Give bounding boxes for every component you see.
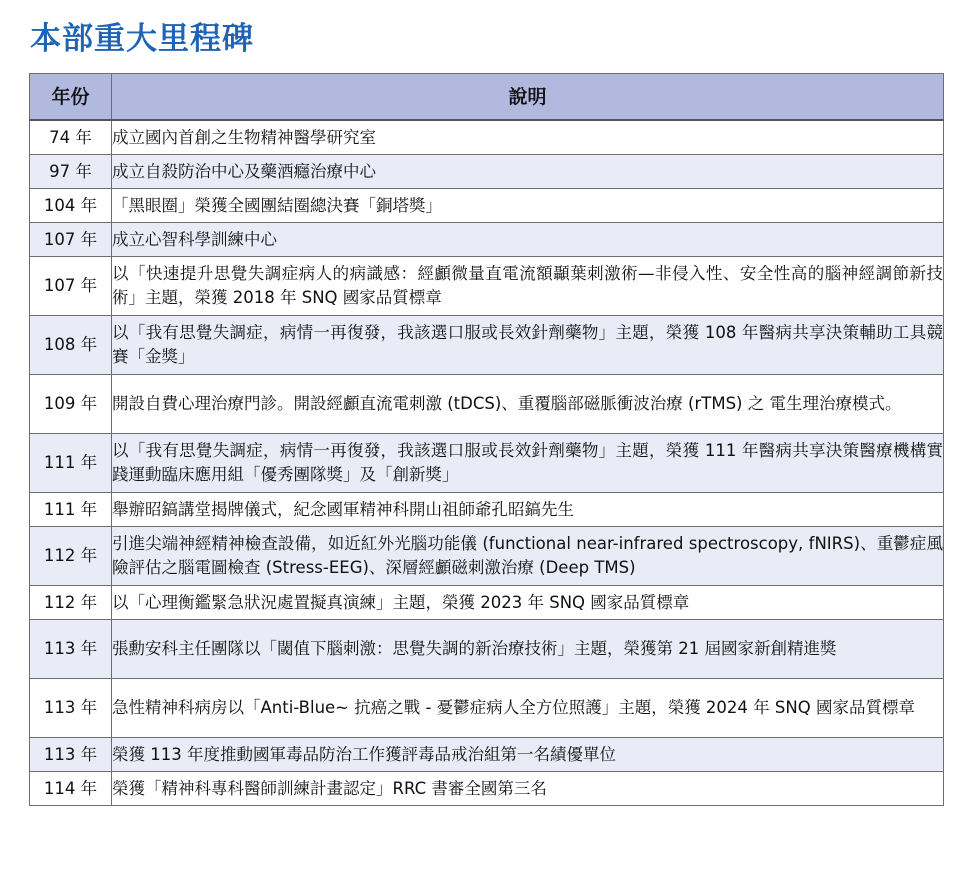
page-title: 本部重大里程碑 [30,21,254,57]
row-description: 成立國內首創之生物精神醫學研究室 [112,120,944,155]
row-description: 開設自費心理治療門診。開設經顱直流電刺激 (tDCS)、重覆腦部磁脈衝波治療 (rTMS) 之 電生理治療模式。 [112,375,944,434]
table-row [30,189,944,223]
column-header-year: 年份 [30,74,112,121]
row-description: 成立心智科學訓練中心 [112,223,944,257]
row-description: 引進尖端神經精神檢查設備，如近紅外光腦功能儀 (functional near-infrared spectroscopy, fNIRS)、重鬱症風險評估之腦電圖檢查 (Stress-EEG)、深層經顱磁刺激治療 (Deep TMS) [112,527,944,586]
table-row [30,434,944,493]
table-header-row [30,74,944,121]
row-description: 以「快速提升思覺失調症病人的病識感：經顱微量直電流額顳葉刺激術—非侵入性、安全性高的腦神經調節新技術」主題，榮獲 2018 年 SNQ 國家品質標章 [112,257,944,316]
table-row [30,772,944,806]
row-description: 舉辦昭鎬講堂揭牌儀式，紀念國軍精神科開山祖師爺孔昭鎬先生 [112,493,944,527]
row-description: 成立自殺防治中心及藥酒癮治療中心 [112,155,944,189]
row-year: 113 年 [30,738,112,772]
table-row [30,223,944,257]
table-row [30,620,944,679]
row-description: 榮獲 113 年度推動國軍毒品防治工作獲評毒品戒治組第一名績優單位 [112,738,944,772]
row-year: 114 年 [30,772,112,806]
row-description: 以「心理衡鑑緊急狀況處置擬真演練」主題，榮獲 2023 年 SNQ 國家品質標章 [112,586,944,620]
table-row [30,316,944,375]
row-year: 111 年 [30,434,112,493]
table-row [30,155,944,189]
row-year: 97 年 [30,155,112,189]
table-row [30,493,944,527]
table-row [30,527,944,586]
row-year: 108 年 [30,316,112,375]
row-description: 以「我有思覺失調症，病情一再復發，我該選口服或長效針劑藥物」主題，榮獲 111 年醫病共享決策醫療機構實踐運動臨床應用組「優秀團隊獎」及「創新獎」 [112,434,944,493]
row-year: 112 年 [30,527,112,586]
row-year: 74 年 [30,120,112,155]
row-description: 榮獲「精神科專科醫師訓練計畫認定」RRC 書審全國第三名 [112,772,944,806]
row-description: 張勳安科主任團隊以「閾值下腦刺激：思覺失調的新治療技術」主題，榮獲第 21 屆國家新創精進獎 [112,620,944,679]
row-year: 107 年 [30,257,112,316]
milestones-table [29,73,944,806]
table-row [30,375,944,434]
table-row [30,120,944,155]
row-description: 急性精神科病房以「Anti-Blue~ 抗癌之戰 - 憂鬱症病人全方位照護」主題，榮獲 2024 年 SNQ 國家品質標章 [112,679,944,738]
row-year: 104 年 [30,189,112,223]
table-row [30,738,944,772]
column-header-desc: 說明 [112,74,944,121]
table-row [30,679,944,738]
row-description: 「黑眼圈」榮獲全國團結圈總決賽「銅塔獎」 [112,189,944,223]
table-row [30,257,944,316]
row-year: 111 年 [30,493,112,527]
row-year: 107 年 [30,223,112,257]
row-year: 113 年 [30,620,112,679]
row-description: 以「我有思覺失調症，病情一再復發，我該選口服或長效針劑藥物」主題，榮獲 108 年醫病共享決策輔助工具競賽「金獎」 [112,316,944,375]
table-row [30,586,944,620]
row-year: 112 年 [30,586,112,620]
row-year: 109 年 [30,375,112,434]
row-year: 113 年 [30,679,112,738]
